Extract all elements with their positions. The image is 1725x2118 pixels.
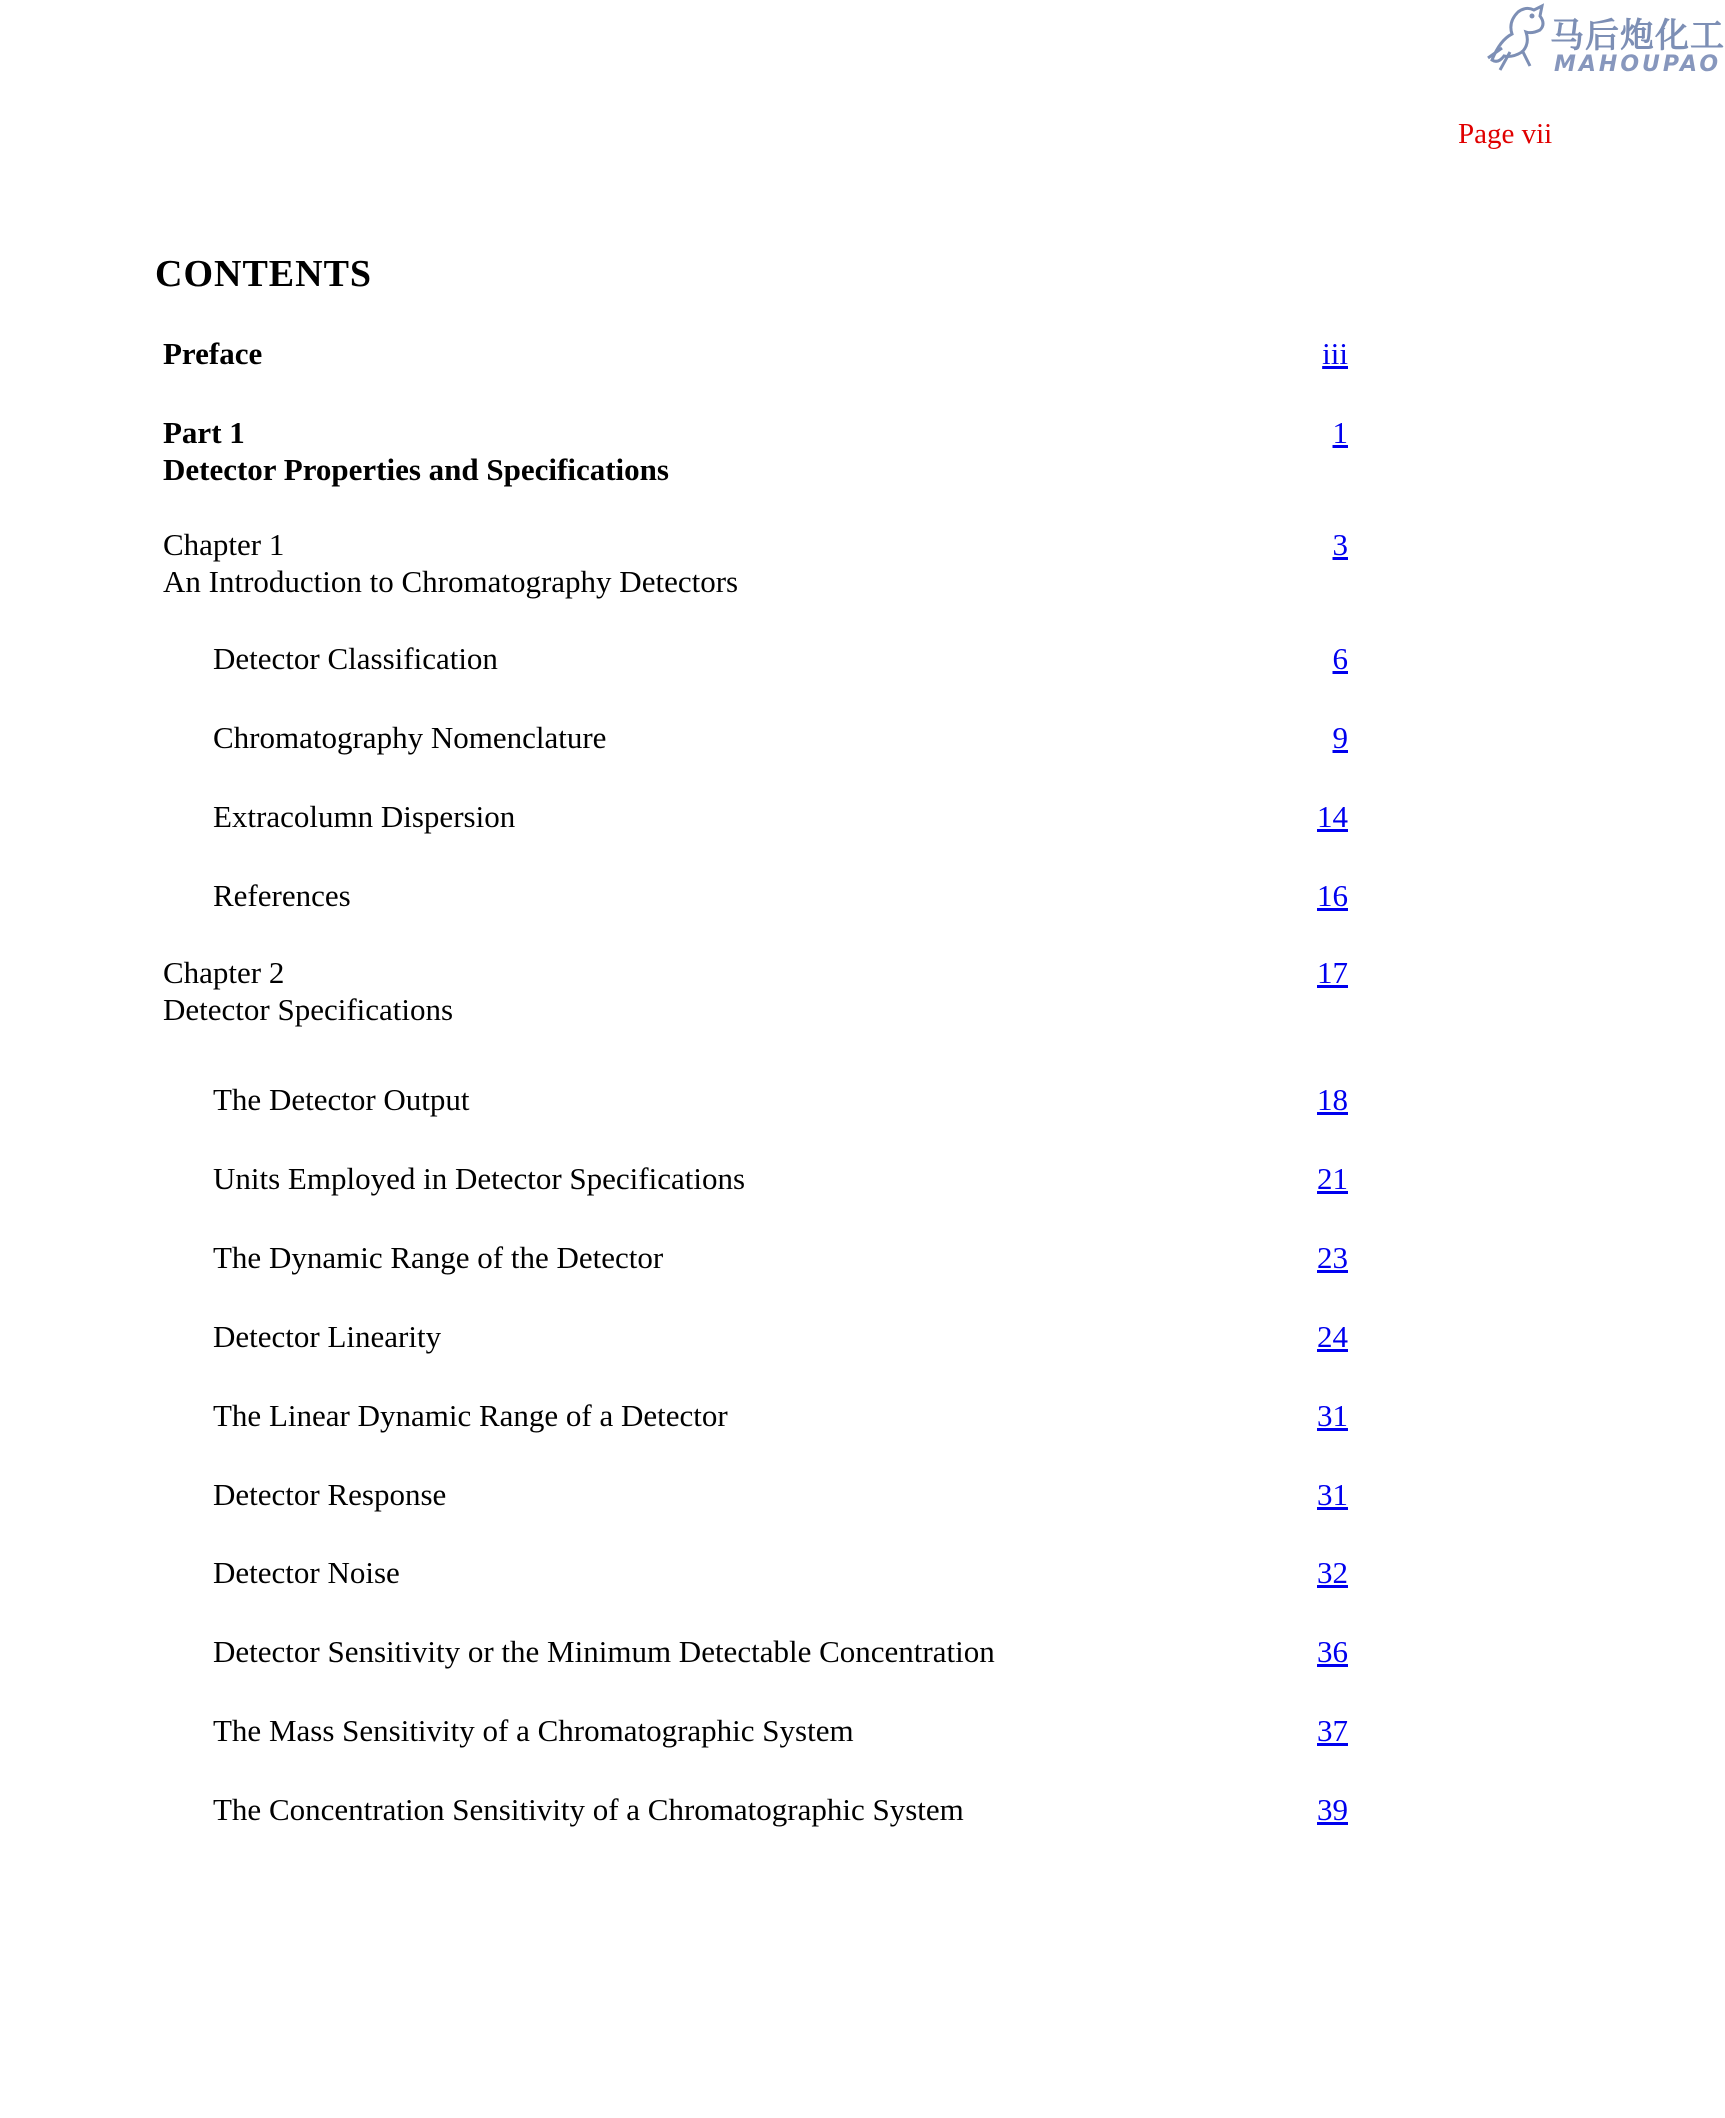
toc-page-link[interactable]: 31 [1317, 1477, 1348, 1512]
toc-entry-title: Extracolumn Dispersion [213, 799, 516, 834]
toc-page-link[interactable]: 37 [1317, 1713, 1348, 1748]
toc-page-link[interactable]: 23 [1317, 1240, 1348, 1275]
page-number: Page vii [1458, 118, 1553, 150]
toc-entry-title: Chromatography Nomenclature [213, 720, 607, 755]
toc-entry-title: The Dynamic Range of the Detector [213, 1240, 664, 1275]
toc-page-link[interactable]: 24 [1317, 1319, 1348, 1354]
toc-entry-subtitle: An Introduction to Chromatography Detectors [163, 564, 739, 599]
toc-entry-title: References [213, 878, 351, 913]
toc-entry-title: Detector Noise [213, 1555, 400, 1590]
toc-entry-title: Chapter 1 [163, 527, 285, 562]
toc-entry-title: Units Employed in Detector Specifications [213, 1161, 746, 1196]
watermark-logo [1482, 0, 1725, 82]
watermark-cn-text: 马后炮化工 [1550, 16, 1725, 56]
toc-entry-subtitle: Detector Properties and Specifications [163, 452, 669, 487]
toc-entry-title: Detector Sensitivity or the Minimum Detectable Concentration [213, 1634, 995, 1669]
toc-page-link[interactable]: 14 [1317, 799, 1348, 834]
horse-logo-icon [1482, 0, 1552, 80]
watermark-en-text: MAHOUPAO [1554, 52, 1722, 77]
toc-entry-title: Detector Linearity [213, 1319, 442, 1354]
toc-page-link[interactable]: 36 [1317, 1634, 1348, 1669]
toc-page-link[interactable]: 3 [1332, 527, 1348, 562]
toc-entry-title: The Detector Output [213, 1082, 470, 1117]
toc-entry-title: Detector Response [213, 1477, 447, 1512]
toc-entry-title: The Mass Sensitivity of a Chromatographic System [213, 1713, 854, 1748]
toc-entry-title: The Linear Dynamic Range of a Detector [213, 1398, 728, 1433]
toc-page-link[interactable]: 21 [1317, 1161, 1348, 1196]
toc-entry-title: Part 1 [163, 415, 245, 450]
toc-page-link[interactable]: 16 [1317, 878, 1348, 913]
contents-title: CONTENTS [155, 253, 373, 295]
toc-page-link[interactable]: 32 [1317, 1555, 1348, 1590]
toc-page-link[interactable]: 39 [1317, 1792, 1348, 1827]
toc-page-link[interactable]: 6 [1332, 641, 1348, 676]
toc-page-link[interactable]: 17 [1317, 955, 1348, 990]
toc-entry-title: Preface [163, 336, 263, 371]
toc-entry-title: Detector Classification [213, 641, 498, 676]
toc-page-link[interactable]: 1 [1332, 415, 1348, 450]
toc-page-link[interactable]: 9 [1332, 720, 1348, 755]
toc-page-link[interactable]: 31 [1317, 1398, 1348, 1433]
toc-page-link[interactable]: iii [1322, 336, 1348, 371]
toc-page-link[interactable]: 18 [1317, 1082, 1348, 1117]
toc-entry-title: The Concentration Sensitivity of a Chromatographic System [213, 1792, 964, 1827]
toc-entry-title: Chapter 2 [163, 955, 285, 990]
toc-entry-subtitle: Detector Specifications [163, 992, 454, 1027]
